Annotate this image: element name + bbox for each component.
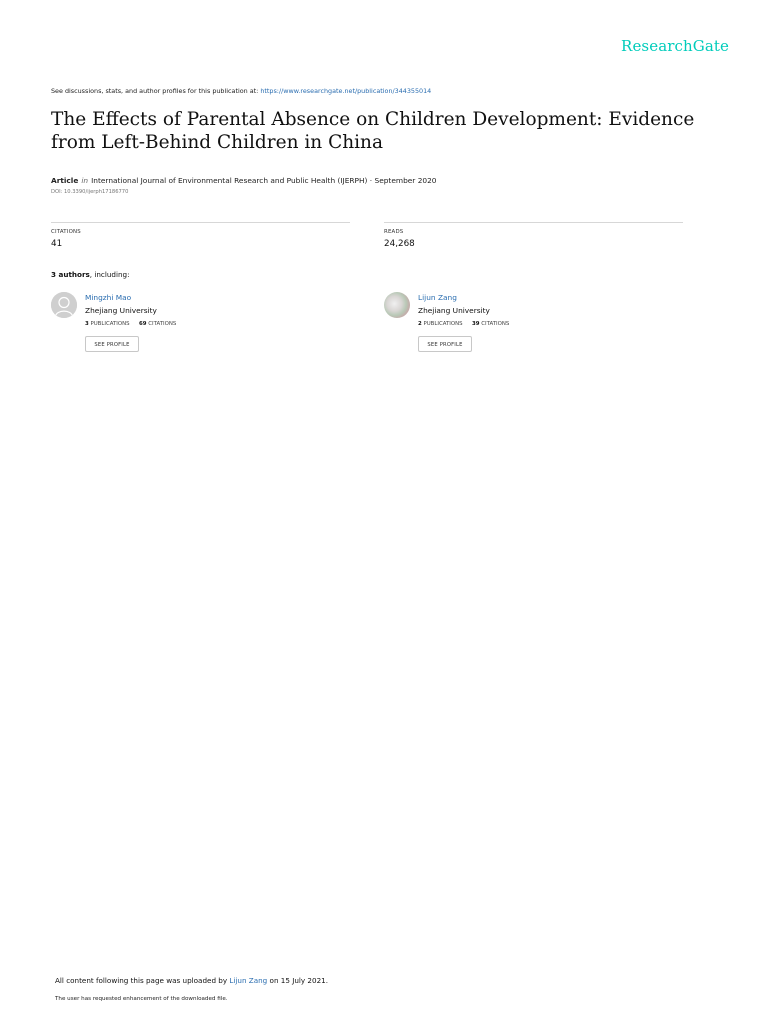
discussion-line	[51, 87, 431, 95]
publications-count: 2	[418, 321, 422, 327]
publication-url-link[interactable]: https://www.researchgate.net/publication/344355014	[260, 87, 432, 95]
enhancement-note: The user has requested enhancement of the downloaded file.	[55, 996, 228, 1002]
author-name-link[interactable]: Mingzhi Mao	[85, 293, 132, 302]
publications-count: 3	[85, 321, 89, 327]
default-user-icon	[51, 292, 77, 318]
author-citations-label: CITATIONS	[148, 321, 177, 327]
author-card	[384, 292, 684, 362]
citations-divider	[51, 222, 350, 223]
reads-divider	[384, 222, 683, 223]
authors-count: 3 authors	[51, 270, 90, 279]
journal-name: International Journal of Environmental Research and Public Health (IJERPH)	[91, 176, 368, 185]
citations-label: CITATIONS	[51, 229, 81, 235]
author-citations-count: 39	[472, 321, 480, 327]
author-institution: Zhejiang University	[85, 306, 157, 315]
author-citations-count: 69	[139, 321, 147, 327]
reads-count: 24,268	[384, 239, 415, 249]
reads-label: READS	[384, 229, 404, 235]
author-citations-label: CITATIONS	[481, 321, 510, 327]
see-profile-button[interactable]: SEE PROFILE	[418, 336, 472, 352]
publication-meta	[51, 176, 437, 185]
publication-in: in	[81, 176, 89, 185]
date-separator: ·	[369, 176, 373, 185]
publication-doi: DOI: 10.3390/ijerph17186770	[51, 189, 129, 195]
citations-count: 41	[51, 239, 63, 249]
publication-type: Article	[51, 176, 79, 185]
publications-label: PUBLICATIONS	[90, 321, 130, 327]
publication-date: September 2020	[374, 176, 437, 185]
publication-title: The Effects of Parental Absence on Children Development: Evidence from Left-Behind Children in China	[51, 109, 695, 153]
upload-suffix: on 15 July 2021.	[269, 976, 329, 985]
author-stats	[418, 321, 509, 327]
researchgate-logo[interactable]: ResearchGate	[621, 37, 729, 55]
uploader-link[interactable]: Lijun Zang	[229, 976, 268, 985]
author-name-link[interactable]: Lijun Zang	[418, 293, 457, 302]
author-stats	[85, 321, 176, 327]
authors-heading	[51, 270, 130, 279]
discussion-prefix: See discussions, stats, and author profiles for this publication at:	[51, 87, 259, 95]
author-institution: Zhejiang University	[418, 306, 490, 315]
upload-prefix: All content following this page was uploaded by	[55, 976, 228, 985]
publications-label: PUBLICATIONS	[423, 321, 463, 327]
avatar[interactable]	[51, 292, 77, 318]
avatar[interactable]	[384, 292, 410, 318]
upload-notice	[55, 976, 328, 985]
see-profile-button[interactable]: SEE PROFILE	[85, 336, 139, 352]
authors-suffix: , including:	[89, 270, 130, 279]
author-card	[51, 292, 351, 362]
